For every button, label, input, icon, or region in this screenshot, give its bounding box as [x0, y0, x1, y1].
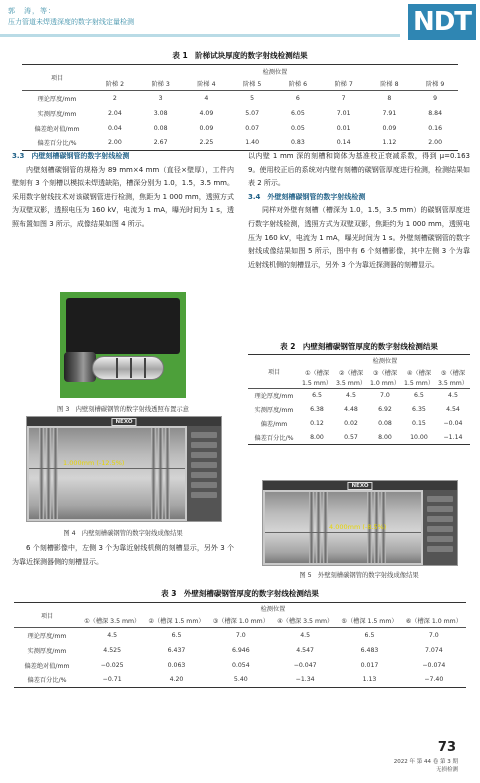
table1-column-header: 阶梯 3	[151, 81, 170, 89]
table1	[22, 64, 458, 151]
sidebar-button[interactable]	[191, 482, 217, 488]
viewer-sidebar	[187, 426, 221, 521]
table1-cell: 5	[250, 94, 255, 102]
table1-cell: 0.16	[428, 124, 443, 132]
table3-row-label: 偏差百分比/%	[27, 677, 67, 685]
groove-shadow	[53, 428, 58, 519]
table1-cell: 2.00	[428, 139, 443, 147]
groove-shadow	[151, 428, 156, 519]
table3-column-header: ⑥（槽深 1.0 mm）	[405, 618, 462, 626]
table1-cell: 8.84	[428, 109, 443, 117]
table2-row	[248, 403, 470, 417]
table1-cell: 2.67	[153, 139, 168, 147]
sidebar-button[interactable]	[427, 526, 453, 532]
table1-cell: 0.09	[199, 124, 214, 132]
table2-column-header: 3.5 mm）	[437, 380, 468, 388]
sidebar-button[interactable]	[191, 442, 217, 448]
table2-row-label: 偏差/mm	[260, 421, 288, 428]
table1-column-header: 阶梯 5	[242, 81, 262, 89]
table2-cell: 6.35	[412, 406, 426, 413]
table2-column-header: 3.5 mm）	[335, 380, 367, 388]
table3-cell: 6.483	[360, 646, 379, 654]
sidebar-button[interactable]	[191, 472, 217, 478]
right-column	[248, 150, 470, 272]
table1-column-header: 阶梯 8	[380, 81, 399, 89]
table1-cell: 2.04	[107, 109, 122, 117]
table1-row	[22, 121, 458, 136]
table1-row	[22, 91, 458, 106]
table2-cell: 6.92	[378, 406, 392, 413]
pipe-groove	[130, 358, 132, 378]
table1-cell: 0.09	[382, 124, 397, 132]
left-paragraph-1: 内壁刻槽碳钢管的规格为 89 mm×4 mm（直径×壁厚），工件内壁刻有 3 个刻槽以模拟未焊透缺陷，槽深分别为 1.0，1.5，3.5 mm。采用数字射线技术对该碳钢管进行检测，焦距为 1 000 mm，透照方式为双壁双影，透照电压为 160 kV，电流为 1 mA，曝光时间为 1 s，透照布置如图 3 所示，成像结果如图 4 所示。	[12, 165, 234, 228]
table1-row-label: 偏差百分比/%	[37, 140, 77, 148]
table2-cell: 8.00	[310, 433, 324, 441]
table1-column-header: 阶梯 4	[197, 81, 216, 89]
journal-logo: NDT	[408, 4, 476, 40]
table2-column-header: ①（槽深	[304, 369, 330, 377]
table2-cell: 7.0	[380, 392, 390, 400]
measure-readout: 4.000mm (-8.5%)	[329, 523, 387, 531]
table3-column-header: ③（槽深 1.0 mm）	[212, 618, 269, 626]
table2-column-header: ⑤（槽深	[440, 369, 466, 377]
groove-shadow	[316, 492, 321, 563]
table2-cell: −0.04	[443, 420, 463, 427]
table2-column-header: 1.0 mm）	[369, 380, 401, 388]
table1-cell: 6	[295, 94, 300, 102]
viewer-toolbar	[27, 417, 221, 426]
table3-row-label: 偏差绝对值/mm	[24, 662, 70, 670]
table3-cell: 6.946	[231, 646, 250, 654]
page-number: 73	[437, 740, 456, 755]
table3-cell: −0.71	[102, 676, 122, 684]
table1-cell: 3	[158, 94, 163, 102]
table1-caption: 表 1 阶梯试块厚度的数字射线检测结果	[172, 51, 308, 60]
table1-cell: 7.01	[336, 109, 351, 117]
journal-info	[394, 758, 458, 774]
table1-cell: 0.04	[107, 124, 122, 132]
table3-group-header: 检测位置	[260, 606, 286, 614]
header-rule	[0, 34, 400, 37]
table2-cell: 0.12	[310, 420, 324, 427]
table2-caption: 表 2 内壁刻槽碳钢管厚度的数字射线检测结果	[280, 342, 438, 351]
figure-3-photo	[60, 292, 186, 398]
viewer-logo: NEXO	[347, 482, 372, 490]
table3-column-header: ④（槽深 3.5 mm）	[277, 618, 334, 626]
viewer-sidebar	[423, 490, 457, 565]
table2-column-header: 1.5 mm）	[302, 380, 333, 388]
table1-cell: 4	[204, 94, 209, 102]
left-column	[12, 150, 234, 232]
figure-4-caption: 图 4 内壁刻槽碳钢管的数字射线成像结果	[63, 530, 183, 537]
sidebar-button[interactable]	[191, 452, 217, 458]
radiograph-image	[29, 428, 185, 519]
table1-row-label: 理论厚度/mm	[37, 95, 77, 103]
table3-column-row	[14, 615, 466, 628]
table2-group-header: 检测位置	[372, 358, 398, 366]
table1-group-header: 检测位置	[262, 68, 288, 76]
table3-cell: 7.0	[428, 631, 439, 639]
journal-name: 无损检测	[435, 767, 458, 773]
sidebar-button[interactable]	[427, 496, 453, 502]
right-paragraph-2: 同样对外壁有刻槽（槽深为 1.0，1.5，3.5 mm）的碳钢管厚度进行数字射线检测，透照方式为双壁双影，焦距约为 1 000 mm，透照电压为 160 kV，电流为 1 mA，曝光时间为 1 s。外壁刻槽碳钢管的数字射线成像结果如图 5 所示，图中有 6 个刻槽影像，其中左侧 3 个为靠近射线机侧的刻槽显示，另外 3 个为靠近探测器的刻槽显示。	[248, 206, 470, 269]
table3-cell: 4.547	[296, 646, 314, 654]
viewer-logo: NEXO	[111, 418, 136, 426]
table3-cell: 1.13	[362, 676, 377, 684]
table3-cell: −0.074	[422, 661, 446, 669]
table2-cell: 0.57	[344, 433, 358, 441]
table3-cell: 5.40	[233, 676, 248, 684]
table3-column-header: ⑤（槽深 1.5 mm）	[341, 618, 398, 626]
table1-cell: 4.09	[199, 109, 214, 117]
journal-issue: 2022 年 第 44 卷 第 3 期	[393, 759, 458, 765]
table1-row	[22, 136, 458, 151]
groove-shadow	[39, 428, 44, 519]
table3-cell: 4.5	[107, 631, 118, 639]
table3-cell: 4.525	[103, 646, 122, 654]
table1-cell: 9	[433, 94, 438, 102]
table1-row	[22, 106, 458, 121]
table2-cell: 4.48	[344, 406, 358, 413]
sidebar-button[interactable]	[191, 462, 217, 468]
table2-row	[248, 431, 470, 445]
table2-cell: 6.38	[310, 406, 324, 413]
table1-column-header: 阶梯 7	[334, 81, 353, 89]
table1-row-label: 实测厚度/mm	[37, 110, 77, 118]
table3-cell: −0.025	[100, 661, 124, 669]
table3-body	[14, 628, 466, 688]
table1-cell: 0.83	[290, 139, 305, 147]
table3	[14, 602, 466, 688]
table1-cell: 8	[387, 94, 392, 102]
table2-cell: 4.5	[346, 392, 356, 400]
table1-cell: 0.05	[290, 124, 305, 132]
table3-cell: 7.074	[424, 646, 443, 654]
table2-cell: 0.02	[344, 420, 358, 427]
pipe-groove	[144, 358, 146, 378]
right-paragraph-1: 以内壁 1 mm 深的刻槽和筒体为基准校正衰减系数，得到 μ=0.163 9。使用校正后的系统对内壁有刻槽的碳钢管厚度进行检测，检测结果如表 2 所示。	[248, 152, 470, 188]
table1-cell: 0.07	[245, 124, 260, 132]
table2-cell: 0.15	[412, 420, 426, 427]
table1-column-header: 阶梯 6	[288, 81, 308, 89]
table2-row-label: 实测厚度/mm	[254, 407, 294, 414]
measure-line	[265, 532, 421, 533]
measure-readout: 1.000mm (-12.5%)	[63, 459, 125, 467]
sidebar-button[interactable]	[427, 536, 453, 542]
groove-shadow	[323, 492, 328, 563]
table1-row-label: 偏差绝对值/mm	[34, 125, 80, 133]
table1-cell: 0.01	[336, 124, 351, 132]
table2-row-label: 偏差百分比/%	[254, 434, 294, 442]
table3-row	[14, 673, 466, 688]
table2-cell: −1.14	[443, 433, 463, 441]
figure-4-radiograph	[26, 416, 222, 522]
table1-cell: 2	[112, 94, 117, 102]
figure-5-radiograph	[262, 480, 458, 566]
table3-cell: 7.0	[235, 631, 246, 639]
table3-cell: −0.047	[293, 661, 317, 669]
table3-cell: 4.5	[300, 631, 311, 639]
table2-row	[248, 389, 470, 403]
figure-3-caption: 图 3 内壁刻槽碳钢管的数字射线透照布置示意	[57, 406, 189, 413]
measure-line	[29, 468, 185, 469]
table1-item-header: 项目	[22, 65, 92, 91]
pipe-groove	[116, 358, 118, 378]
page-header	[0, 0, 480, 44]
sidebar-button[interactable]	[191, 432, 217, 438]
table2-column-header: ②（槽深	[338, 369, 364, 377]
left-paragraph-2: 6 个刻槽影像中，左侧 3 个为靠近射线机侧的刻槽显示，另外 3 个为靠近探测器侧的刻槽显示。	[12, 544, 234, 566]
table2-cell: 6.5	[312, 392, 322, 400]
table1-cell: 7	[341, 94, 346, 102]
table1-cell: 0.08	[153, 124, 168, 132]
table1-cell: 7.91	[382, 109, 397, 117]
table3-cell: 6.5	[171, 631, 182, 639]
sidebar-button[interactable]	[427, 546, 453, 552]
figure-5-caption: 图 5 外壁刻槽碳钢管的数字射线成像结果	[299, 572, 419, 579]
table1-cell: 1.40	[245, 139, 260, 147]
table3-row-label: 理论厚度/mm	[27, 632, 67, 640]
section-3-4-heading: 3.4 外壁刻槽碳钢管的数字射线检测	[248, 192, 366, 201]
table2-cell: 10.00	[410, 433, 428, 441]
table1-cell: 0.14	[336, 139, 351, 147]
table1-cell: 3.08	[153, 109, 168, 117]
table1-column-header: 阶梯 9	[425, 81, 445, 89]
sidebar-button[interactable]	[191, 492, 217, 498]
table1-cell: 2.00	[107, 139, 122, 147]
table1-column-header: 阶梯 2	[105, 81, 125, 89]
running-title: 压力管道未焊透深度的数字射线定量检测	[8, 18, 134, 26]
table3-cell: −7.40	[424, 676, 444, 684]
table3-row	[14, 628, 466, 643]
sidebar-button[interactable]	[427, 516, 453, 522]
table2-row	[248, 417, 470, 431]
table2-column-header: 1.5 mm）	[403, 380, 435, 388]
table3-cell: 4.20	[169, 676, 184, 684]
groove-shadow	[46, 428, 51, 519]
groove-shadow	[165, 428, 170, 519]
table2-item-header: 项目	[248, 355, 300, 389]
table2-row-label: 理论厚度/mm	[254, 393, 294, 401]
running-authors: 郭 涛，等：	[8, 7, 56, 15]
table2-cell: 8.00	[378, 433, 392, 441]
table3-cell: 0.054	[231, 661, 250, 669]
equipment-case	[66, 298, 180, 354]
table3-cell: 6.437	[167, 646, 186, 654]
table3-cell: 6.5	[364, 631, 375, 639]
table2-cell: 4.5	[448, 392, 458, 400]
table3-column-header: ①（槽深 3.5 mm）	[84, 618, 141, 626]
table3-row	[14, 658, 466, 673]
viewer-toolbar	[263, 481, 457, 490]
section-3-3-heading: 3.3 内壁刻槽碳钢管的数字射线检测	[12, 152, 130, 160]
table2-cell: 0.08	[378, 420, 392, 427]
table1-body	[22, 91, 458, 151]
table3-row-label: 实测厚度/mm	[27, 647, 67, 655]
table2-column-header: ③（槽深	[372, 369, 398, 377]
table2-body	[248, 389, 470, 445]
table2-cell: 6.5	[414, 392, 424, 400]
groove-shadow	[158, 428, 163, 519]
table2-column-header: ④（槽深	[406, 369, 431, 377]
table3-cell: 0.017	[360, 661, 379, 669]
radiograph-image	[265, 492, 421, 563]
table1-cell: 2.25	[199, 139, 214, 147]
table2	[248, 354, 470, 445]
table3-cell: −1.34	[295, 676, 315, 684]
sidebar-button[interactable]	[427, 506, 453, 512]
table3-row	[14, 643, 466, 658]
table1-cell: 1.12	[382, 139, 397, 147]
table1-cell: 6.05	[290, 109, 305, 117]
groove-shadow	[309, 492, 314, 563]
table3-caption: 表 3 外壁刻槽碳钢管厚度的数字射线检测结果	[161, 589, 319, 598]
table2-cell: 4.54	[446, 406, 460, 413]
table3-item-header: 项目	[14, 603, 80, 628]
table3-cell: 0.063	[167, 661, 186, 669]
table1-cell: 5.07	[245, 109, 260, 117]
table3-column-header: ②（槽深 1.5 mm）	[148, 618, 205, 626]
steel-pipe	[92, 356, 164, 380]
